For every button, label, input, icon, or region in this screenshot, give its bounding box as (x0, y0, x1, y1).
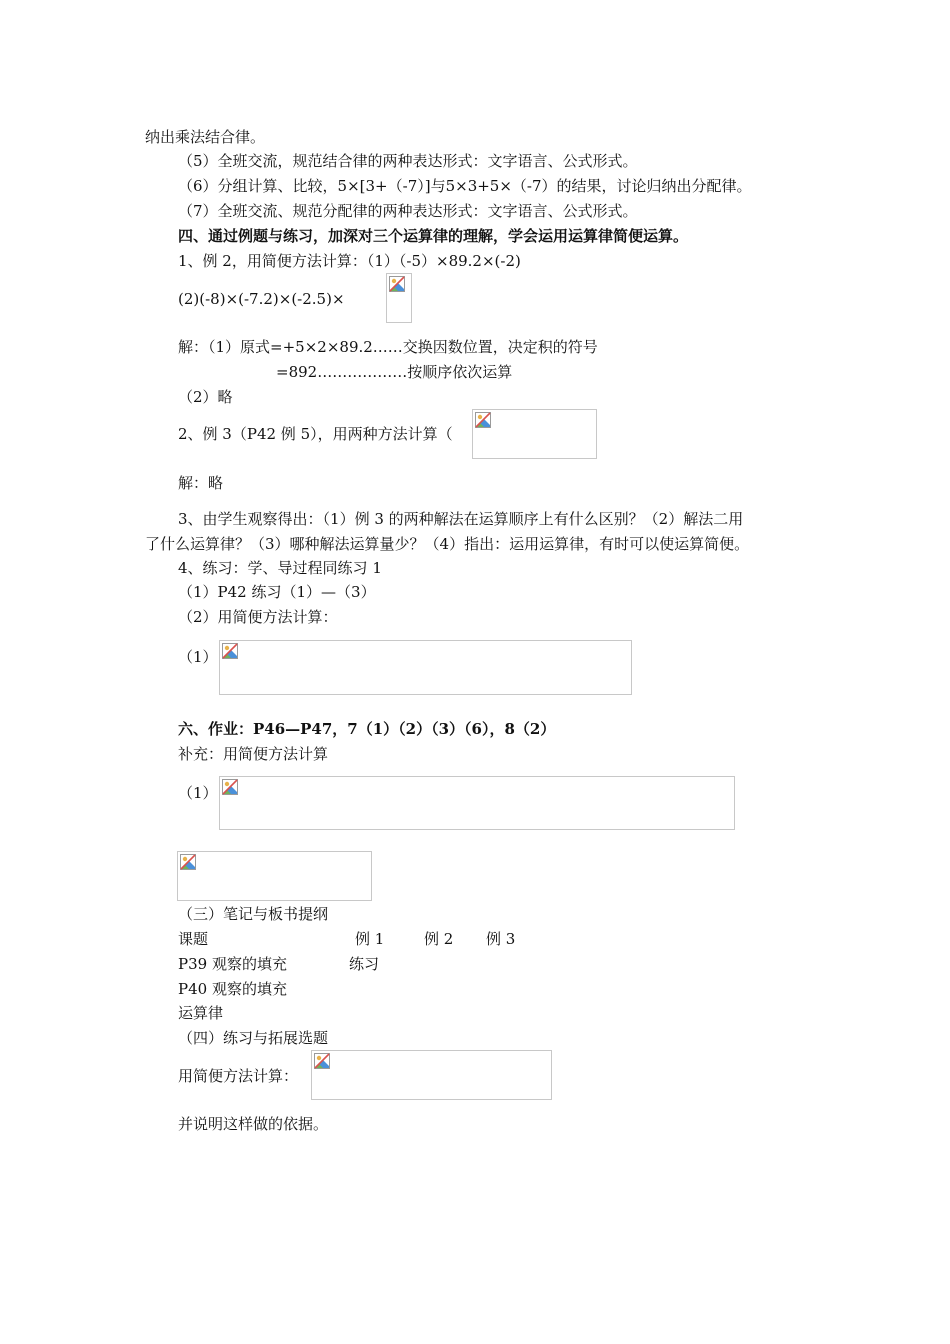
text-line: 用简便方法计算： (178, 1067, 299, 1085)
section-heading: 四、通过例题与练习，加深对三个运算律的理解，学会运用运算律简便运算。 (178, 227, 689, 245)
notes-item: 例 2 (424, 930, 454, 948)
text-line: 补充：用简便方法计算 (178, 745, 329, 763)
broken-image-icon (314, 1053, 330, 1069)
formula-image (472, 409, 597, 459)
text-line: （6）分组计算、比较，5×[3+（-7）]与5×3+5×（-7）的结果，讨论归纳出分配律。 (178, 177, 752, 195)
notes-item: 例 1 (355, 930, 385, 948)
notes-item: 例 3 (486, 930, 516, 948)
notes-item: 课题 (178, 930, 209, 948)
section-heading: 六、作业：P46—P47，7（1）（2）（3）（6），8（2） (178, 720, 556, 738)
text-line: 解：（1）原式=+5×2×89.2……交换因数位置，决定积的符号 (178, 338, 598, 356)
notes-outline-row (0, 929, 950, 949)
text-line: （1） (178, 648, 218, 666)
text-line: 2、例 3（P42 例 5），用两种方法计算（ (178, 425, 453, 443)
text-line: =892………………按顺序依次运算 (276, 363, 513, 381)
text-line: （7）全班交流、规范分配律的两种表达形式：文字语言、公式形式。 (178, 202, 638, 220)
text-line: （2）略 (178, 388, 233, 406)
formula-image (177, 851, 372, 901)
broken-image-icon (180, 854, 196, 870)
broken-image-icon (222, 643, 238, 659)
notes-item: P39 观察的填充 (178, 955, 287, 973)
text-line: P40 观察的填充 (178, 980, 287, 998)
text-line: 纳出乘法结合律。 (145, 128, 266, 146)
text-line: 了什么运算律？（3）哪种解法运算量少？（4）指出：运用运算律，有时可以使运算简便。 (145, 535, 750, 553)
broken-image-icon (475, 412, 491, 428)
text-line: 解：略 (178, 474, 224, 492)
text-line: （1） (178, 784, 218, 802)
notes-outline-row (0, 954, 950, 974)
text-line: （1）P42 练习（1）—（3） (178, 583, 376, 601)
text-line: 1、例 2，用简便方法计算：（1）（-5）×89.2×(-2) (178, 252, 521, 270)
broken-image-icon (389, 276, 405, 292)
formula-image (386, 273, 412, 323)
text-line: （三）笔记与板书提纲 (178, 905, 329, 923)
formula-image (311, 1050, 552, 1100)
notes-item: 练习 (349, 955, 380, 973)
text-line: （2）用简便方法计算： (178, 608, 338, 626)
text-line: 4、练习：学、导过程同练习 1 (178, 559, 382, 577)
broken-image-icon (222, 779, 238, 795)
text-line: 运算律 (178, 1004, 224, 1022)
formula-image (219, 776, 735, 830)
text-line: （四）练习与拓展选题 (178, 1029, 329, 1047)
text-line: 3、由学生观察得出：（1）例 3 的两种解法在运算顺序上有什么区别？（2）解法二用 (178, 510, 744, 528)
text-line: (2)(-8)×(-7.2)×(-2.5)× (178, 290, 345, 308)
text-line: （5）全班交流，规范结合律的两种表达形式：文字语言、公式形式。 (178, 152, 638, 170)
formula-image (219, 640, 632, 695)
text-line: 并说明这样做的依据。 (178, 1115, 329, 1133)
